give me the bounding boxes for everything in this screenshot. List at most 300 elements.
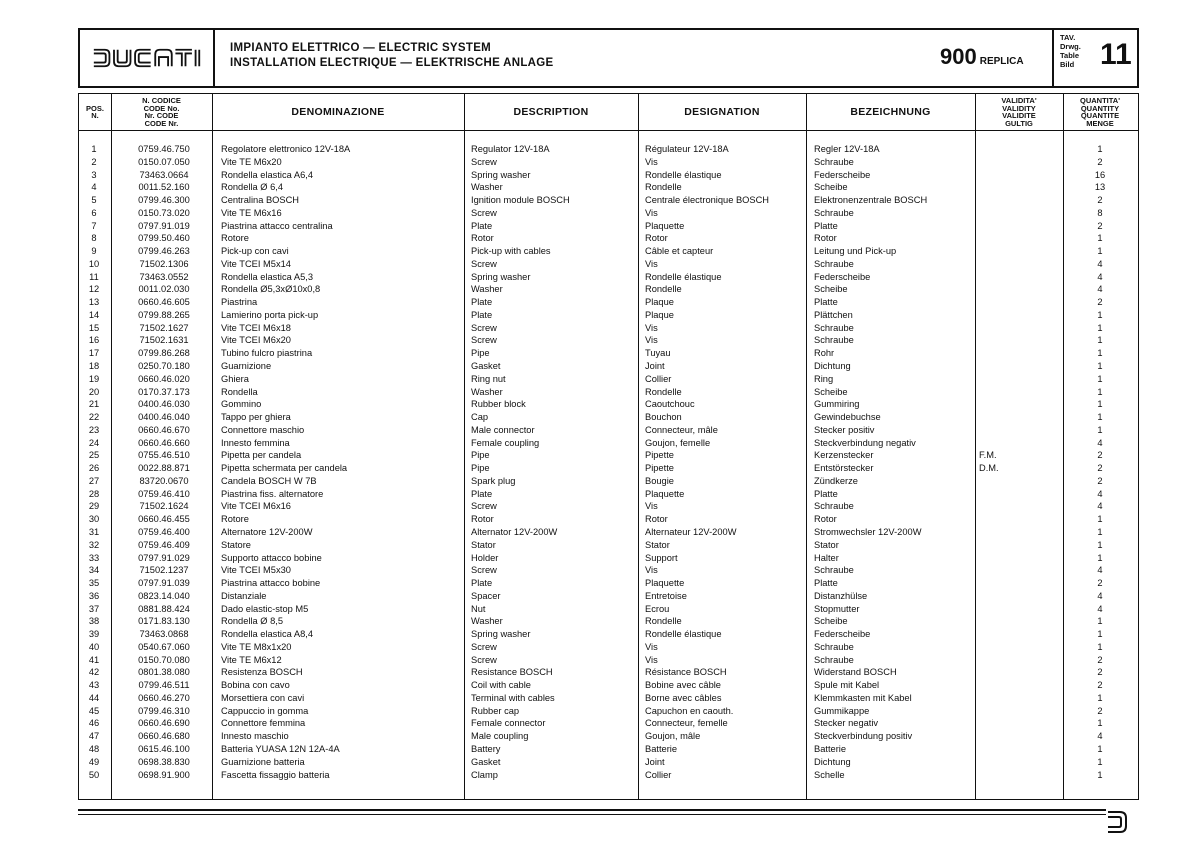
cell-code: 73463.0664 <box>139 169 189 180</box>
cell-desig: Rondelle <box>645 616 682 627</box>
cell-desc: Washer <box>471 386 503 397</box>
cell-qty: 2 <box>1097 195 1103 206</box>
cell-desc: Screw <box>471 565 497 576</box>
table-row <box>79 756 1138 769</box>
cell-code: 0755.46.510 <box>138 450 190 461</box>
cell-qty: 4 <box>1097 284 1103 295</box>
cell-pos: 19 <box>88 373 100 384</box>
cell-desig: Vis <box>645 641 658 652</box>
cell-den: Morsettiera con cavi <box>221 692 305 703</box>
cell-qty: 2 <box>1097 156 1103 167</box>
cell-pos: 44 <box>88 692 100 703</box>
cell-desig: Stator <box>645 539 670 550</box>
col-code-l4: CODE Nr. <box>144 118 179 128</box>
cell-desc: Cap <box>471 412 489 423</box>
cell-val: D.M. <box>979 463 999 474</box>
cell-qty: 4 <box>1097 488 1103 499</box>
table-row <box>79 207 1138 220</box>
sheet-title <box>230 41 554 71</box>
col-val-l3: VALIDITE <box>1002 111 1036 120</box>
cell-pos: 24 <box>88 437 100 448</box>
cell-desig: Plaquette <box>645 220 685 231</box>
cell-bez: Schraube <box>814 641 854 652</box>
cell-qty: 2 <box>1097 297 1103 308</box>
cell-qty: 1 <box>1097 629 1103 640</box>
cell-den: Piastrina <box>221 297 258 308</box>
cell-desig: Plaquette <box>645 578 685 589</box>
cell-desc: Screw <box>471 156 497 167</box>
cell-den: Rondella elastica A8,4 <box>221 629 313 640</box>
cell-qty: 1 <box>1097 769 1103 780</box>
cell-qty: 1 <box>1097 743 1103 754</box>
cell-code: 0759.46.410 <box>138 488 190 499</box>
cell-code: 0250.70.180 <box>138 361 190 372</box>
table-row <box>79 283 1138 296</box>
cell-den: Regolatore elettronico 12V-18A <box>221 144 351 154</box>
cell-code: 0400.46.030 <box>138 399 190 410</box>
cell-den: Innesto maschio <box>221 731 289 742</box>
cell-den: Rotore <box>221 514 249 525</box>
table-row <box>79 334 1138 347</box>
table-row <box>79 500 1138 513</box>
cell-bez: Platte <box>814 297 838 308</box>
cell-qty: 1 <box>1097 361 1103 372</box>
cell-den: Connettore femmina <box>221 718 306 729</box>
cell-desc: Stator <box>471 539 496 550</box>
cell-desig: Câble et capteur <box>645 246 714 257</box>
cell-desc: Female connector <box>471 718 546 729</box>
cell-bez: Platte <box>814 220 838 231</box>
cell-desc: Pick-up with cables <box>471 246 551 257</box>
table-row <box>79 411 1138 424</box>
table-row <box>79 271 1138 284</box>
cell-pos: 46 <box>88 718 100 729</box>
cell-code: 71502.1306 <box>139 258 189 269</box>
table-row <box>79 245 1138 258</box>
cell-desc: Screw <box>471 654 497 665</box>
cell-pos: 1 <box>91 144 97 154</box>
cell-den: Tappo per ghiera <box>221 412 291 423</box>
cell-den: Dado elastic-stop M5 <box>221 603 309 614</box>
cell-bez: Halter <box>814 552 839 563</box>
cell-pos: 37 <box>88 603 100 614</box>
cell-desc: Coil with cable <box>471 680 531 691</box>
cell-bez: Gummiring <box>814 399 860 410</box>
col-code <box>111 94 212 130</box>
cell-desig: Vis <box>645 654 658 665</box>
table-row <box>79 488 1138 501</box>
cell-desc: Clamp <box>471 769 498 780</box>
cell-pos: 22 <box>88 412 100 423</box>
cell-qty: 1 <box>1097 309 1103 320</box>
cell-pos: 26 <box>88 463 100 474</box>
cell-den: Tubino fulcro piastrina <box>221 348 313 359</box>
cell-desig: Tuyau <box>645 348 671 359</box>
cell-code: 0799.88.265 <box>138 309 190 320</box>
table-body <box>79 143 1138 781</box>
cell-desig: Borne avec câbles <box>645 692 722 703</box>
tav-label-fr: Table <box>1060 51 1080 60</box>
cell-desc: Plate <box>471 578 493 589</box>
cell-bez: Platte <box>814 578 838 589</box>
cell-bez: Klemmkasten mit Kabel <box>814 692 912 703</box>
cell-pos: 17 <box>88 348 100 359</box>
cell-pos: 33 <box>88 552 100 563</box>
cell-pos: 38 <box>88 616 100 627</box>
cell-code: 71502.1631 <box>139 335 189 346</box>
cell-pos: 36 <box>88 590 100 601</box>
cell-bez: Plättchen <box>814 309 853 320</box>
cell-den: Rondella Ø 6,4 <box>221 182 284 193</box>
model-number: 900 <box>940 44 977 69</box>
cell-desig: Alternateur 12V-200W <box>645 526 737 537</box>
table-row <box>79 705 1138 718</box>
cell-desig: Plaque <box>645 309 674 320</box>
cell-desc: Screw <box>471 641 497 652</box>
tav-label-it: TAV. <box>1060 33 1076 42</box>
cell-code: 0797.91.039 <box>138 578 190 589</box>
cell-desig: Connecteur, mâle <box>645 424 718 435</box>
cell-den: Rondella <box>221 386 258 397</box>
cell-code: 0797.91.029 <box>138 552 190 563</box>
cell-code: 0799.46.310 <box>138 705 190 716</box>
table-row <box>79 143 1138 156</box>
cell-pos: 29 <box>88 501 100 512</box>
cell-desig: Plaque <box>645 297 674 308</box>
cell-code: 0799.86.268 <box>138 348 190 359</box>
cell-qty: 4 <box>1097 603 1103 614</box>
table-row <box>79 462 1138 475</box>
cell-den: Candela BOSCH W 7B <box>221 475 317 486</box>
table-row <box>79 232 1138 245</box>
cell-den: Fascetta fissaggio batteria <box>221 769 330 780</box>
cell-pos: 34 <box>88 565 100 576</box>
cell-qty: 1 <box>1097 718 1103 729</box>
cell-desig: Collier <box>645 373 672 384</box>
cell-qty: 1 <box>1097 412 1103 423</box>
cell-bez: Stecker negativ <box>814 718 879 729</box>
cell-den: Rondella elastica A5,3 <box>221 271 313 282</box>
cell-den: Rondella elastica A6,4 <box>221 169 313 180</box>
cell-code: 83720.0670 <box>139 475 189 486</box>
cell-den: Rotore <box>221 233 249 244</box>
cell-bez: Federscheibe <box>814 169 871 180</box>
cell-desig: Connecteur, femelle <box>645 718 728 729</box>
cell-desig: Centrale électronique BOSCH <box>645 195 770 206</box>
cell-code: 0660.46.270 <box>138 692 190 703</box>
table-row <box>79 730 1138 743</box>
table-row <box>79 398 1138 411</box>
cell-qty: 1 <box>1097 692 1103 703</box>
cell-qty: 1 <box>1097 526 1103 537</box>
cell-pos: 43 <box>88 680 100 691</box>
title-line-2: INSTALLATION ELECTRIQUE — ELEKTRISCHE ANLAGE <box>230 57 554 69</box>
table-row <box>79 258 1138 271</box>
cell-desig: Batterie <box>645 743 678 754</box>
cell-pos: 14 <box>88 309 100 320</box>
cell-den: Pipetta per candela <box>221 450 302 461</box>
cell-qty: 13 <box>1094 182 1106 193</box>
cell-desc: Spacer <box>471 590 501 601</box>
cell-bez: Platte <box>814 488 838 499</box>
cell-desig: Résistance BOSCH <box>645 667 727 678</box>
table-row <box>79 564 1138 577</box>
cell-qty: 1 <box>1097 144 1103 154</box>
cell-qty: 2 <box>1097 680 1103 691</box>
cell-desc: Regulator 12V-18A <box>471 144 550 154</box>
cell-code: 73463.0552 <box>139 271 189 282</box>
cell-pos: 8 <box>91 233 97 244</box>
cell-pos: 40 <box>88 641 100 652</box>
col-qty-l4: MENGE <box>1086 118 1114 128</box>
cell-bez: Regler 12V-18A <box>814 144 880 154</box>
cell-desc: Rubber block <box>471 399 526 410</box>
cell-code: 0759.46.750 <box>138 144 190 154</box>
cell-code: 0170.37.173 <box>138 386 190 397</box>
cell-desc: Spark plug <box>471 475 516 486</box>
table-row <box>79 539 1138 552</box>
cell-den: Ghiera <box>221 373 249 384</box>
cell-desc: Screw <box>471 501 497 512</box>
cell-desig: Joint <box>645 361 665 372</box>
cell-den: Alternatore 12V-200W <box>221 526 313 537</box>
col-validity <box>975 94 1063 130</box>
cell-bez: Spule mit Kabel <box>814 680 880 691</box>
col-qty-l3: QUANTITE <box>1080 111 1120 120</box>
cell-bez: Stecker positiv <box>814 424 875 435</box>
table-row <box>79 769 1138 782</box>
cell-bez: Stator <box>814 539 839 550</box>
cell-code: 0660.46.605 <box>138 297 190 308</box>
cell-qty: 2 <box>1097 654 1103 665</box>
cell-den: Centralina BOSCH <box>221 195 300 206</box>
parts-sheet <box>78 28 1139 800</box>
cell-den: Pick-up con cavi <box>221 246 289 257</box>
table-row <box>79 194 1138 207</box>
title-line-1: IMPIANTO ELETTRICO — ELECTRIC SYSTEM <box>230 42 492 54</box>
cell-den: Connettore maschio <box>221 424 305 435</box>
cell-code: 71502.1627 <box>139 322 189 333</box>
table-row <box>79 692 1138 705</box>
cell-code: 0615.46.100 <box>138 743 190 754</box>
cell-desig: Rondelle élastique <box>645 629 722 640</box>
cell-desig: Bobine avec câble <box>645 680 721 691</box>
cell-bez: Entstörstecker <box>814 463 874 474</box>
cell-den: Piastrina fiss. alternatore <box>221 488 324 499</box>
cell-desc: Washer <box>471 616 503 627</box>
cell-code: 0660.46.455 <box>138 514 190 525</box>
cell-desig: Bouchon <box>645 412 682 423</box>
cell-desc: Plate <box>471 297 493 308</box>
cell-den: Pipetta schermata per candela <box>221 463 348 474</box>
table-row <box>79 717 1138 730</box>
cell-den: Rondella Ø5,3xØ10x0,8 <box>221 284 321 295</box>
table-row <box>79 322 1138 335</box>
cell-pos: 7 <box>91 220 97 231</box>
cell-code: 0660.46.690 <box>138 718 190 729</box>
cell-qty: 4 <box>1097 271 1103 282</box>
col-qty-l1: QUANTITA' <box>1080 96 1120 105</box>
cell-pos: 25 <box>88 450 100 461</box>
cell-bez: Widerstand BOSCH <box>814 667 897 678</box>
cell-pos: 31 <box>88 526 100 537</box>
cell-bez: Schraube <box>814 322 854 333</box>
cell-desig: Vis <box>645 207 658 218</box>
cell-code: 0759.46.409 <box>138 539 190 550</box>
cell-pos: 42 <box>88 667 100 678</box>
cell-code: 0881.88.424 <box>138 603 190 614</box>
cell-code: 0660.46.680 <box>138 731 190 742</box>
cell-desc: Holder <box>471 552 499 563</box>
cell-den: Innesto femmina <box>221 437 290 448</box>
cell-pos: 6 <box>91 207 97 218</box>
col-val-l4: GULTIG <box>1005 118 1033 128</box>
table-row <box>79 526 1138 539</box>
cell-code: 0150.73.020 <box>138 207 190 218</box>
cell-desc: Gasket <box>471 361 501 372</box>
cell-pos: 21 <box>88 399 100 410</box>
cell-bez: Schraube <box>814 501 854 512</box>
cell-qty: 4 <box>1097 437 1103 448</box>
cell-pos: 23 <box>88 424 100 435</box>
cell-pos: 3 <box>91 169 97 180</box>
cell-bez: Schraube <box>814 335 854 346</box>
cell-qty: 1 <box>1097 616 1103 627</box>
cell-bez: Zündkerze <box>814 475 858 486</box>
cell-bez: Federscheibe <box>814 271 871 282</box>
cell-desig: Rotor <box>645 514 668 525</box>
cell-pos: 16 <box>88 335 100 346</box>
cell-pos: 11 <box>89 271 99 282</box>
table-row <box>79 437 1138 450</box>
cell-pos: 35 <box>88 578 100 589</box>
cell-den: Lamierino porta pick-up <box>221 309 319 320</box>
col-pos-l1: POS. <box>86 103 104 113</box>
model-suffix: REPLICA <box>979 56 1024 67</box>
table-row <box>79 296 1138 309</box>
cell-desc: Female coupling <box>471 437 540 448</box>
cell-qty: 8 <box>1097 207 1103 218</box>
cell-pos: 2 <box>91 156 97 167</box>
cell-pos: 30 <box>88 514 100 525</box>
cell-den: Resistenza BOSCH <box>221 667 303 678</box>
cell-qty: 1 <box>1097 335 1103 346</box>
footer-rule-thin <box>78 814 1106 815</box>
table-row <box>79 743 1138 756</box>
cell-bez: Steckverbindung negativ <box>814 437 916 448</box>
table-row <box>79 654 1138 667</box>
cell-pos: 13 <box>88 297 100 308</box>
cell-desig: Goujon, femelle <box>645 437 711 448</box>
cell-bez: Schraube <box>814 565 854 576</box>
cell-desc: Pipe <box>471 463 490 474</box>
cell-den: Supporto attacco bobine <box>221 552 322 563</box>
cell-code: 0022.88.871 <box>138 463 190 474</box>
cell-code: 0698.38.830 <box>138 756 190 767</box>
cell-den: Vite TCEI M6x16 <box>221 501 291 512</box>
cell-desig: Rondelle <box>645 284 682 295</box>
cell-den: Vite TE M6x16 <box>221 207 282 218</box>
cell-code: 0801.38.080 <box>138 667 190 678</box>
cell-qty: 1 <box>1097 386 1103 397</box>
cell-den: Gommino <box>221 399 262 410</box>
cell-bez: Dichtung <box>814 756 851 767</box>
cell-code: 0150.07.050 <box>138 156 190 167</box>
cell-qty: 1 <box>1097 756 1103 767</box>
cell-desig: Pipette <box>645 463 674 474</box>
model-name <box>940 44 1024 70</box>
cell-bez: Rotor <box>814 233 837 244</box>
cell-desc: Pipe <box>471 348 490 359</box>
cell-bez: Dichtung <box>814 361 851 372</box>
cell-pos: 12 <box>88 284 100 295</box>
table-row <box>79 449 1138 462</box>
cell-code: 0011.02.030 <box>138 284 190 295</box>
cell-desig: Rotor <box>645 233 668 244</box>
cell-code: 0011.52.160 <box>138 182 190 193</box>
cell-desig: Vis <box>645 565 658 576</box>
cell-bez: Scheibe <box>814 386 848 397</box>
cell-qty: 2 <box>1097 450 1103 461</box>
table-row <box>79 666 1138 679</box>
cell-pos: 5 <box>91 195 97 206</box>
ducati-logo-icon <box>91 47 203 69</box>
table-number-box <box>1052 30 1139 86</box>
cell-val: F.M. <box>979 450 997 461</box>
cell-bez: Distanzhülse <box>814 590 868 601</box>
tav-label-en: Drwg. <box>1060 42 1081 51</box>
cell-bez: Batterie <box>814 743 847 754</box>
cell-den: Guarnizione batteria <box>221 756 305 767</box>
cell-bez: Schraube <box>814 207 854 218</box>
cell-pos: 32 <box>88 539 100 550</box>
cell-den: Vite TCEI M5x30 <box>221 565 291 576</box>
col-pos <box>79 94 111 130</box>
cell-qty: 4 <box>1097 590 1103 601</box>
cell-desc: Terminal with cables <box>471 692 555 703</box>
cell-qty: 2 <box>1097 578 1103 589</box>
cell-desig: Entretoise <box>645 590 687 601</box>
cell-qty: 2 <box>1097 220 1103 231</box>
tav-label-de: Bild <box>1060 60 1075 69</box>
table-row <box>79 386 1138 399</box>
cell-bez: Scheibe <box>814 284 848 295</box>
cell-desc: Pipe <box>471 450 490 461</box>
col-qty-l2: QUANTITY <box>1080 103 1120 113</box>
cell-qty: 16 <box>1094 169 1106 180</box>
col-pos-l2: N. <box>91 111 99 120</box>
table-label <box>1060 33 1081 69</box>
table-row <box>79 220 1138 233</box>
cell-desc: Spring washer <box>471 629 531 640</box>
cell-bez: Steckverbindung positiv <box>814 731 913 742</box>
cell-desc: Washer <box>471 284 503 295</box>
cell-code: 73463.0868 <box>139 629 189 640</box>
cell-code: 71502.1624 <box>139 501 189 512</box>
parts-table <box>78 93 1139 800</box>
cell-qty: 2 <box>1097 667 1103 678</box>
cell-bez: Stromwechsler 12V-200W <box>814 526 922 537</box>
table-row <box>79 169 1138 182</box>
table-row <box>79 628 1138 641</box>
cell-desc: Rubber cap <box>471 705 520 716</box>
cell-bez: Federscheibe <box>814 629 871 640</box>
cell-qty: 1 <box>1097 552 1103 563</box>
cell-desig: Vis <box>645 258 658 269</box>
cell-bez: Rotor <box>814 514 837 525</box>
cell-den: Batteria YUASA 12N 12A-4A <box>221 743 340 754</box>
cell-desc: Spring washer <box>471 169 531 180</box>
